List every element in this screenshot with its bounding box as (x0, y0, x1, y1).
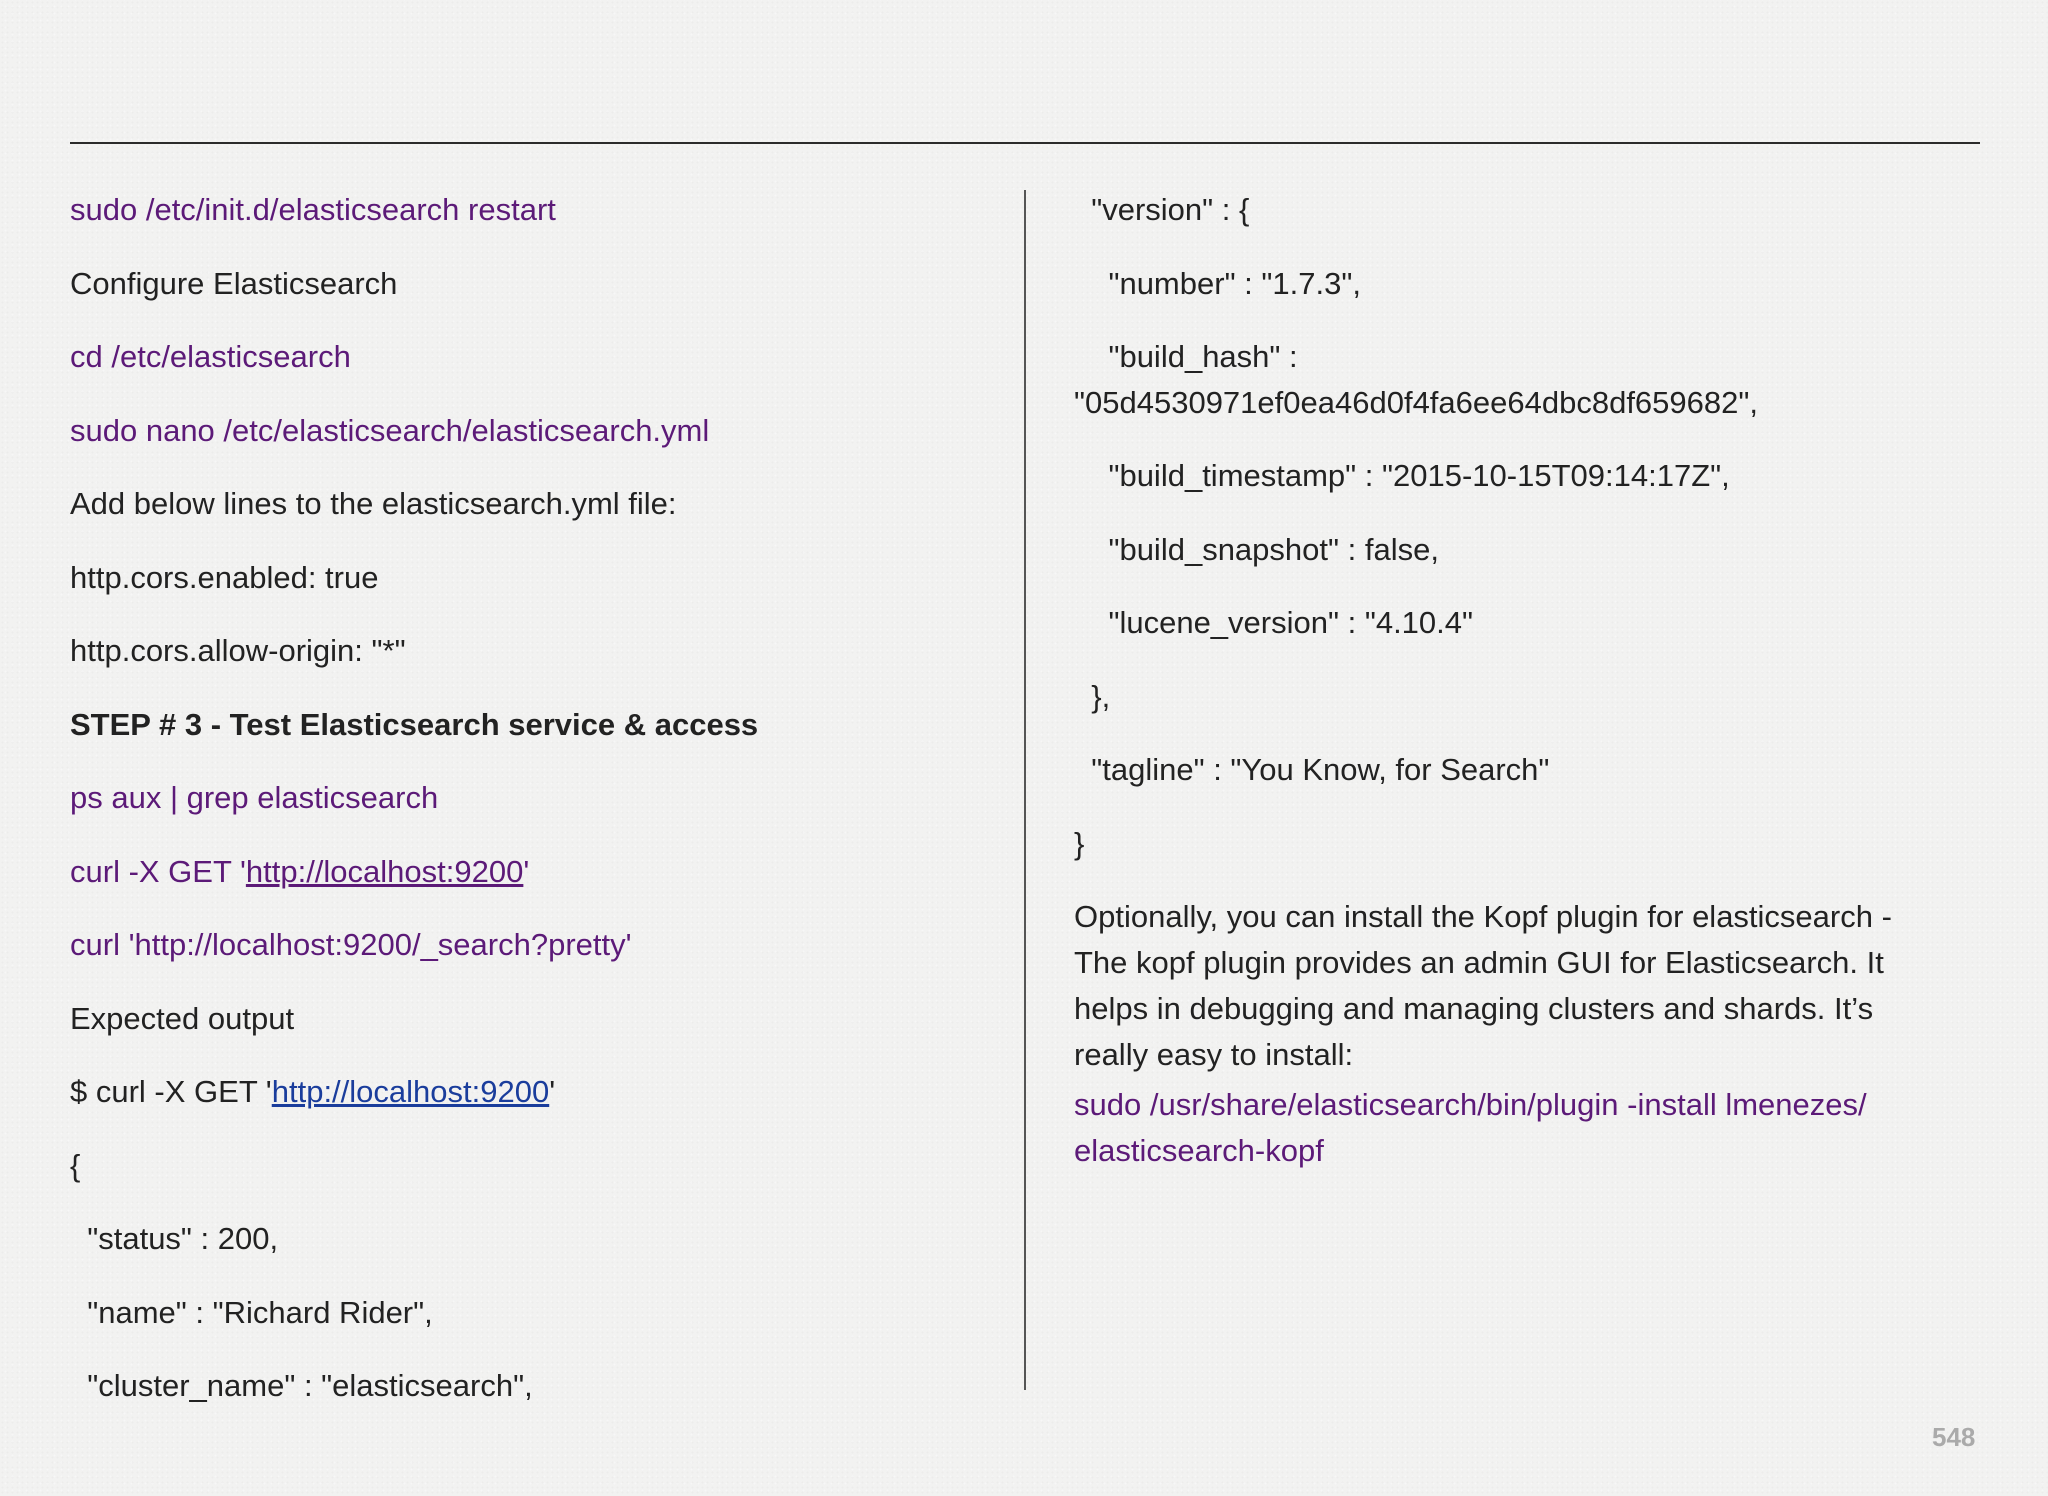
curl-get-suffix: ' (523, 854, 530, 889)
kopf-paragraph: Optionally, you can install the Kopf plugin for elasticsearch - The kopf plugin provides an admin GUI for Elasticsearch. It helps in debugging and managing clusters and shards. It’s really easy to install: (1074, 899, 1892, 1072)
output-cmd-prefix: $ curl -X GET ' (70, 1074, 272, 1109)
kopf-install-command: sudo /usr/share/elasticsearch/bin/plugin -install lmenezes/ elasticsearch-kopf (1074, 1087, 1867, 1168)
json-version-close: }, (1074, 679, 1111, 714)
json-tagline-line: "tagline" : "You Know, for Search" (1074, 752, 1550, 787)
json-cluster-name-line: "cluster_name" : "elasticsearch", (70, 1368, 533, 1403)
curl-get-command (70, 852, 529, 892)
json-version-line: "version" : { (1074, 192, 1250, 227)
restart-command: sudo /etc/init.d/elasticsearch restart (70, 192, 556, 227)
step3-heading: STEP # 3 - Test Elasticsearch service & access (70, 707, 759, 742)
cd-command: cd /etc/elasticsearch (70, 339, 351, 374)
json-brace-open: { (70, 1148, 81, 1183)
json-build-snapshot-line: "build_snapshot" : false, (1074, 532, 1439, 567)
add-lines-instruction: Add below lines to the elasticsearch.yml file: (70, 486, 677, 521)
ps-command: ps aux | grep elasticsearch (70, 780, 439, 815)
configure-heading: Configure Elasticsearch (70, 266, 398, 301)
output-cmd-suffix: ' (549, 1074, 556, 1109)
json-lucene-version-line: "lucene_version" : "4.10.4" (1074, 605, 1474, 640)
column-divider (1024, 190, 1026, 1390)
curl-get-prefix: curl -X GET ' (70, 854, 246, 889)
expected-output-label: Expected output (70, 1001, 295, 1036)
json-status-line: "status" : 200, (70, 1221, 279, 1256)
json-build-hash-value: "05d4530971ef0ea46d0f4fa6ee64dbc8df659682", (1074, 385, 1758, 420)
cors-enabled-line: http.cors.enabled: true (70, 560, 379, 595)
cors-allow-origin-line: http.cors.allow-origin: "*" (70, 633, 406, 668)
nano-command: sudo nano /etc/elasticsearch/elasticsearch.yml (70, 413, 710, 448)
json-brace-close: } (1074, 826, 1085, 861)
json-number-line: "number" : "1.7.3", (1074, 266, 1361, 301)
output-localhost-link[interactable]: http://localhost:9200 (271, 1074, 550, 1109)
output-curl-command (70, 1072, 555, 1112)
localhost-link[interactable]: http://localhost:9200 (245, 854, 524, 889)
top-rule (70, 142, 1980, 144)
json-name-line: "name" : "Richard Rider", (70, 1295, 433, 1330)
json-build-hash-key: "build_hash" : (1074, 339, 1298, 374)
page-number: 548 (1932, 1422, 1976, 1452)
json-build-timestamp-line: "build_timestamp" : "2015-10-15T09:14:17Z", (1074, 458, 1730, 493)
curl-search-command: curl 'http://localhost:9200/_search?pretty' (70, 927, 632, 962)
